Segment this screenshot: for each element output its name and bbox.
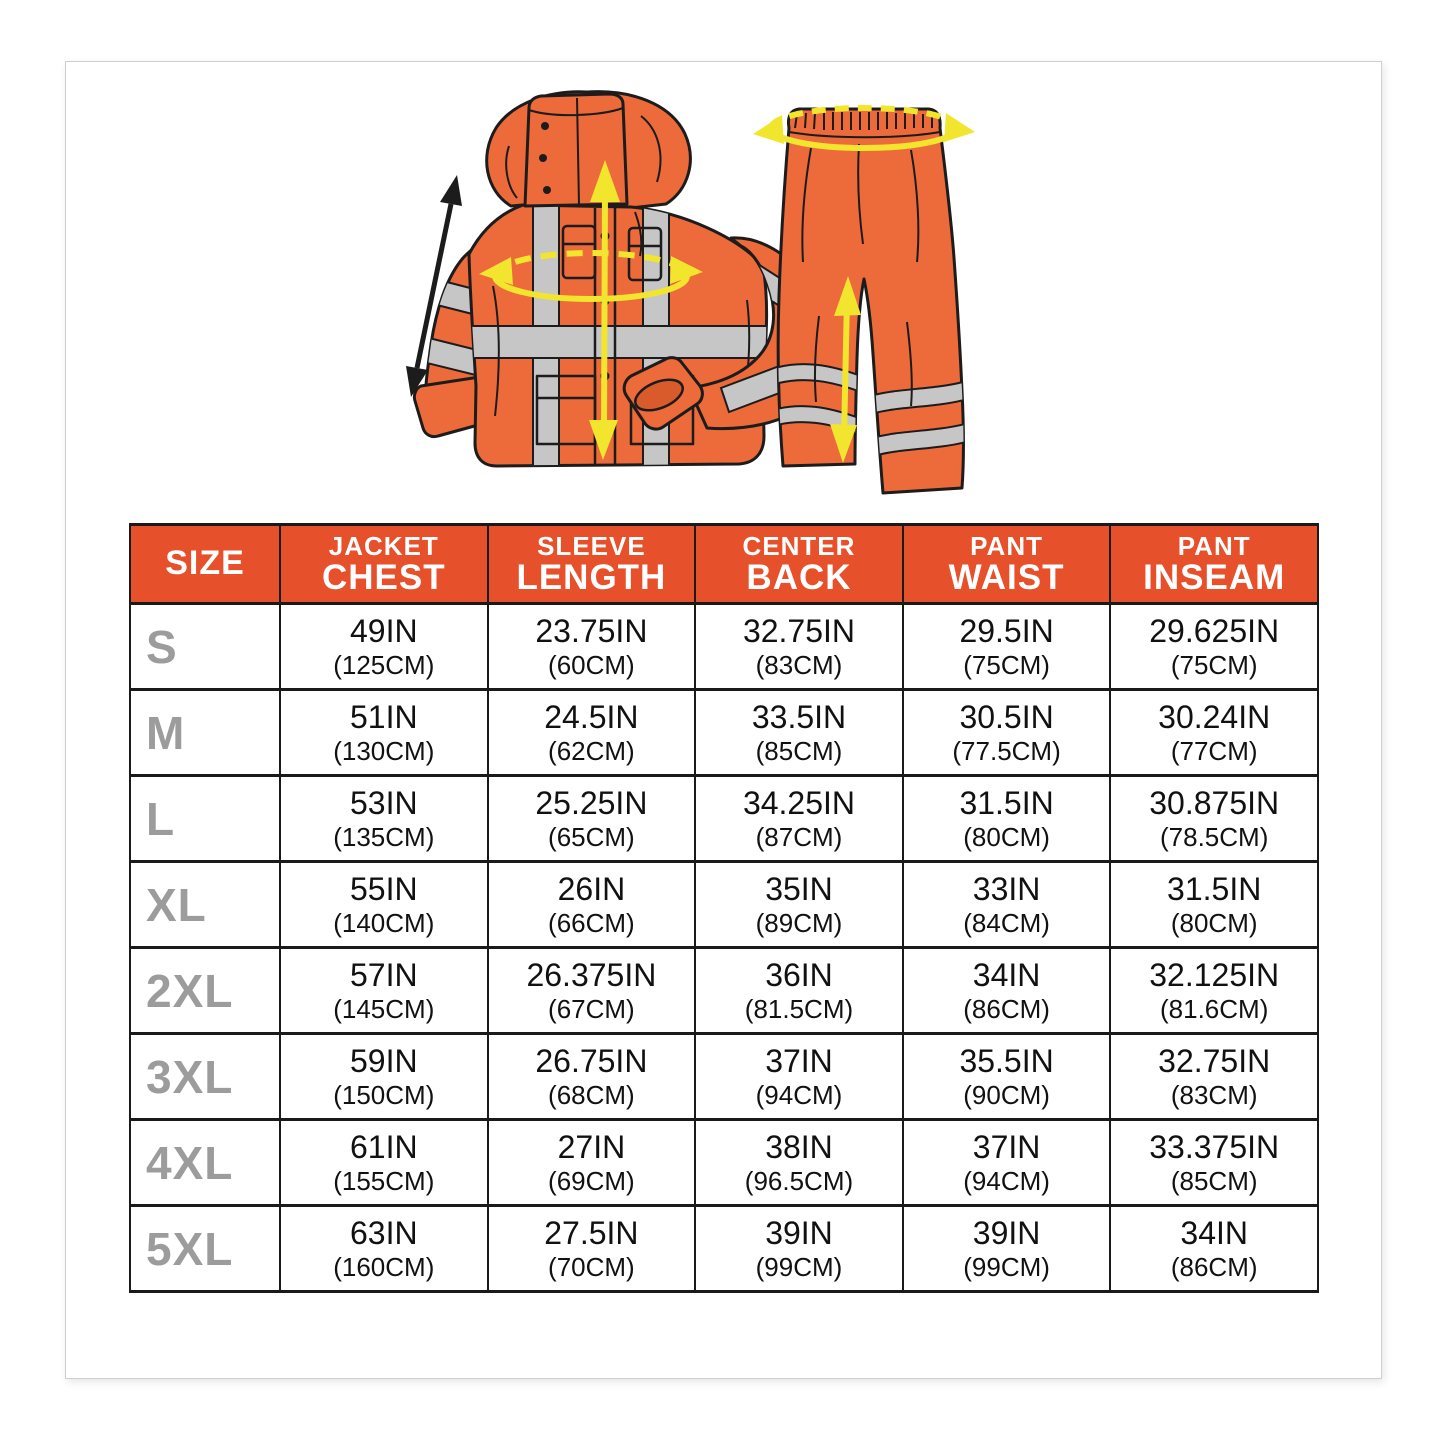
- measurement-cell: [903, 948, 1111, 1034]
- value-cm: (83CM): [755, 649, 843, 680]
- value-inches: 34IN: [972, 957, 1041, 994]
- value-inches: 53IN: [350, 785, 418, 822]
- value-inches: 35IN: [765, 871, 833, 908]
- value-cm: (75CM): [1170, 649, 1258, 680]
- measurement-cell: [1110, 776, 1318, 862]
- value-cm: (65CM): [548, 821, 635, 852]
- measurement-cell: [280, 690, 488, 776]
- measurement-cell: [280, 1120, 488, 1206]
- value-inches: 33.5IN: [751, 699, 847, 736]
- value-inches: 57IN: [350, 957, 418, 994]
- hivis-jacket-illustration: [414, 92, 835, 466]
- value-cm: (99CM): [963, 1251, 1050, 1282]
- value-cm: (145CM): [333, 993, 435, 1024]
- value-cm: (90CM): [963, 1079, 1050, 1110]
- value-cm: (89CM): [755, 907, 843, 938]
- value-inches: 51IN: [350, 699, 418, 736]
- measurement-cell: [488, 1120, 696, 1206]
- header-label: PANT: [1177, 530, 1251, 561]
- value-inches: 37IN: [972, 1129, 1041, 1166]
- measurement-cell: [695, 862, 903, 948]
- measurement-cell: [695, 776, 903, 862]
- value-inches: 27IN: [557, 1129, 626, 1166]
- hivis-pants-illustration: [773, 109, 966, 493]
- value-inches: 34IN: [1180, 1215, 1248, 1252]
- value-cm: (96.5CM): [744, 1165, 854, 1196]
- value-cm: (81.6CM): [1160, 993, 1269, 1024]
- value-inches: 31.5IN: [959, 785, 1054, 822]
- value-inches: 61IN: [350, 1129, 418, 1166]
- garment-illustration: [391, 86, 991, 516]
- value-inches: 26IN: [557, 871, 626, 908]
- header-label: SIZE: [165, 544, 245, 583]
- measurement-cell: [695, 604, 903, 690]
- measurement-cell: [695, 948, 903, 1034]
- measurement-cell: [280, 604, 488, 690]
- value-inches: 36IN: [765, 957, 833, 994]
- value-cm: (94CM): [755, 1079, 843, 1110]
- size-label: 4XL: [130, 1120, 280, 1206]
- value-inches: 39IN: [972, 1215, 1041, 1252]
- measurement-cell: [695, 690, 903, 776]
- value-inches: 26.375IN: [526, 957, 657, 994]
- value-cm: (62CM): [548, 735, 635, 766]
- value-cm: (125CM): [333, 649, 435, 680]
- value-cm: (84CM): [963, 907, 1050, 938]
- value-inches: 55IN: [350, 871, 418, 908]
- value-inches: 49IN: [350, 613, 418, 650]
- header-label: CENTER: [742, 530, 856, 561]
- measurement-cell: [903, 776, 1111, 862]
- measurement-cell: [695, 1120, 903, 1206]
- measurement-cell: [488, 690, 696, 776]
- value-cm: (135CM): [333, 821, 435, 852]
- value-cm: (80CM): [1170, 907, 1258, 938]
- value-cm: (83CM): [1170, 1079, 1258, 1110]
- header-label: INSEAM: [1143, 557, 1286, 597]
- value-cm: (155CM): [333, 1165, 435, 1196]
- measurement-cell: [1110, 1120, 1318, 1206]
- measurement-cell: [903, 1034, 1111, 1120]
- table-row: [130, 690, 1318, 776]
- value-cm: (85CM): [755, 735, 843, 766]
- measurement-cell: [488, 862, 696, 948]
- table-row: [130, 1034, 1318, 1120]
- value-cm: (99CM): [755, 1251, 843, 1282]
- table-row: [130, 948, 1318, 1034]
- header-label: BACK: [746, 557, 852, 597]
- table-row: [130, 862, 1318, 948]
- measurement-cell: [280, 862, 488, 948]
- measurement-cell: [903, 862, 1111, 948]
- value-cm: (68CM): [548, 1079, 635, 1110]
- value-inches: 30.24IN: [1158, 699, 1271, 736]
- table-header-row: [130, 525, 1318, 604]
- value-cm: (77.5CM): [952, 735, 1061, 766]
- value-inches: 59IN: [350, 1043, 418, 1080]
- column-header-jacket-chest: [280, 525, 488, 604]
- measurement-cell: [695, 1034, 903, 1120]
- column-header-pant-inseam: [1110, 525, 1318, 604]
- column-header-center-back: [695, 525, 903, 604]
- table-row: [130, 1120, 1318, 1206]
- value-cm: (86CM): [963, 993, 1050, 1024]
- value-inches: 23.75IN: [535, 613, 648, 650]
- header-label: LENGTH: [516, 557, 667, 597]
- value-cm: (86CM): [1170, 1251, 1258, 1282]
- value-inches: 32.75IN: [742, 613, 856, 650]
- measurement-cell: [903, 1206, 1111, 1292]
- size-label: 2XL: [130, 948, 280, 1034]
- value-inches: 32.125IN: [1149, 957, 1280, 994]
- value-cm: (75CM): [963, 649, 1050, 680]
- value-inches: 30.875IN: [1149, 785, 1280, 822]
- value-inches: 39IN: [765, 1215, 833, 1252]
- value-inches: 33IN: [972, 871, 1041, 908]
- value-cm: (67CM): [548, 993, 635, 1024]
- measurement-cell: [280, 948, 488, 1034]
- value-cm: (66CM): [548, 907, 635, 938]
- column-header-sleeve-length: [488, 525, 696, 604]
- column-header-size: [130, 525, 280, 604]
- measurement-cell: [1110, 604, 1318, 690]
- measurement-cell: [488, 604, 696, 690]
- size-label: S: [130, 604, 280, 690]
- value-cm: (85CM): [1170, 1165, 1258, 1196]
- measurement-cell: [903, 690, 1111, 776]
- size-chart-card: [65, 61, 1382, 1379]
- header-label: PANT: [970, 530, 1043, 561]
- measurement-cell: [280, 776, 488, 862]
- size-label: 5XL: [130, 1206, 280, 1292]
- size-label: XL: [130, 862, 280, 948]
- value-inches: 38IN: [765, 1129, 833, 1166]
- size-table: [129, 523, 1319, 1293]
- value-inches: 30.5IN: [959, 699, 1054, 736]
- measurement-cell: [1110, 1034, 1318, 1120]
- value-inches: 33.375IN: [1149, 1129, 1280, 1166]
- value-inches: 32.75IN: [1158, 1043, 1271, 1080]
- measurement-cell: [280, 1206, 488, 1292]
- value-cm: (150CM): [333, 1079, 435, 1110]
- measurement-cell: [488, 1206, 696, 1292]
- column-header-pant-waist: [903, 525, 1111, 604]
- value-inches: 24.5IN: [544, 699, 639, 736]
- value-cm: (69CM): [548, 1165, 635, 1196]
- measurement-cell: [695, 1206, 903, 1292]
- value-cm: (80CM): [963, 821, 1050, 852]
- value-cm: (60CM): [548, 649, 635, 680]
- value-inches: 26.75IN: [535, 1043, 648, 1080]
- measurement-cell: [488, 1034, 696, 1120]
- value-inches: 63IN: [350, 1215, 418, 1252]
- size-label: M: [130, 690, 280, 776]
- size-label: 3XL: [130, 1034, 280, 1120]
- value-cm: (140CM): [333, 907, 435, 938]
- value-cm: (78.5CM): [1160, 821, 1269, 852]
- header-label: CHEST: [321, 557, 446, 597]
- measurement-cell: [1110, 1206, 1318, 1292]
- value-inches: 35.5IN: [959, 1043, 1054, 1080]
- measurement-cell: [903, 604, 1111, 690]
- value-inches: 37IN: [765, 1043, 833, 1080]
- size-label: L: [130, 776, 280, 862]
- value-inches: 29.625IN: [1149, 613, 1280, 650]
- table-row: [130, 1206, 1318, 1292]
- size-table-wrap: [129, 523, 1319, 1293]
- measurement-cell: [280, 1034, 488, 1120]
- measurement-cell: [1110, 862, 1318, 948]
- value-cm: (70CM): [548, 1251, 635, 1282]
- measurement-cell: [1110, 690, 1318, 776]
- header-label: WAIST: [948, 557, 1065, 597]
- value-cm: (81.5CM): [744, 993, 854, 1024]
- measurement-cell: [488, 776, 696, 862]
- value-inches: 27.5IN: [544, 1215, 639, 1252]
- value-cm: (94CM): [963, 1165, 1050, 1196]
- header-label: SLEEVE: [537, 530, 646, 561]
- value-inches: 29.5IN: [959, 613, 1054, 650]
- measurement-cell: [1110, 948, 1318, 1034]
- value-cm: (130CM): [333, 735, 435, 766]
- value-inches: 31.5IN: [1167, 871, 1262, 908]
- value-cm: (87CM): [755, 821, 843, 852]
- header-label: JACKET: [328, 530, 439, 561]
- value-inches: 34.25IN: [742, 785, 856, 822]
- table-row: [130, 604, 1318, 690]
- measurement-cell: [903, 1120, 1111, 1206]
- table-row: [130, 776, 1318, 862]
- value-cm: (77CM): [1170, 735, 1258, 766]
- value-inches: 25.25IN: [535, 785, 648, 822]
- measurement-cell: [488, 948, 696, 1034]
- value-cm: (160CM): [333, 1251, 435, 1282]
